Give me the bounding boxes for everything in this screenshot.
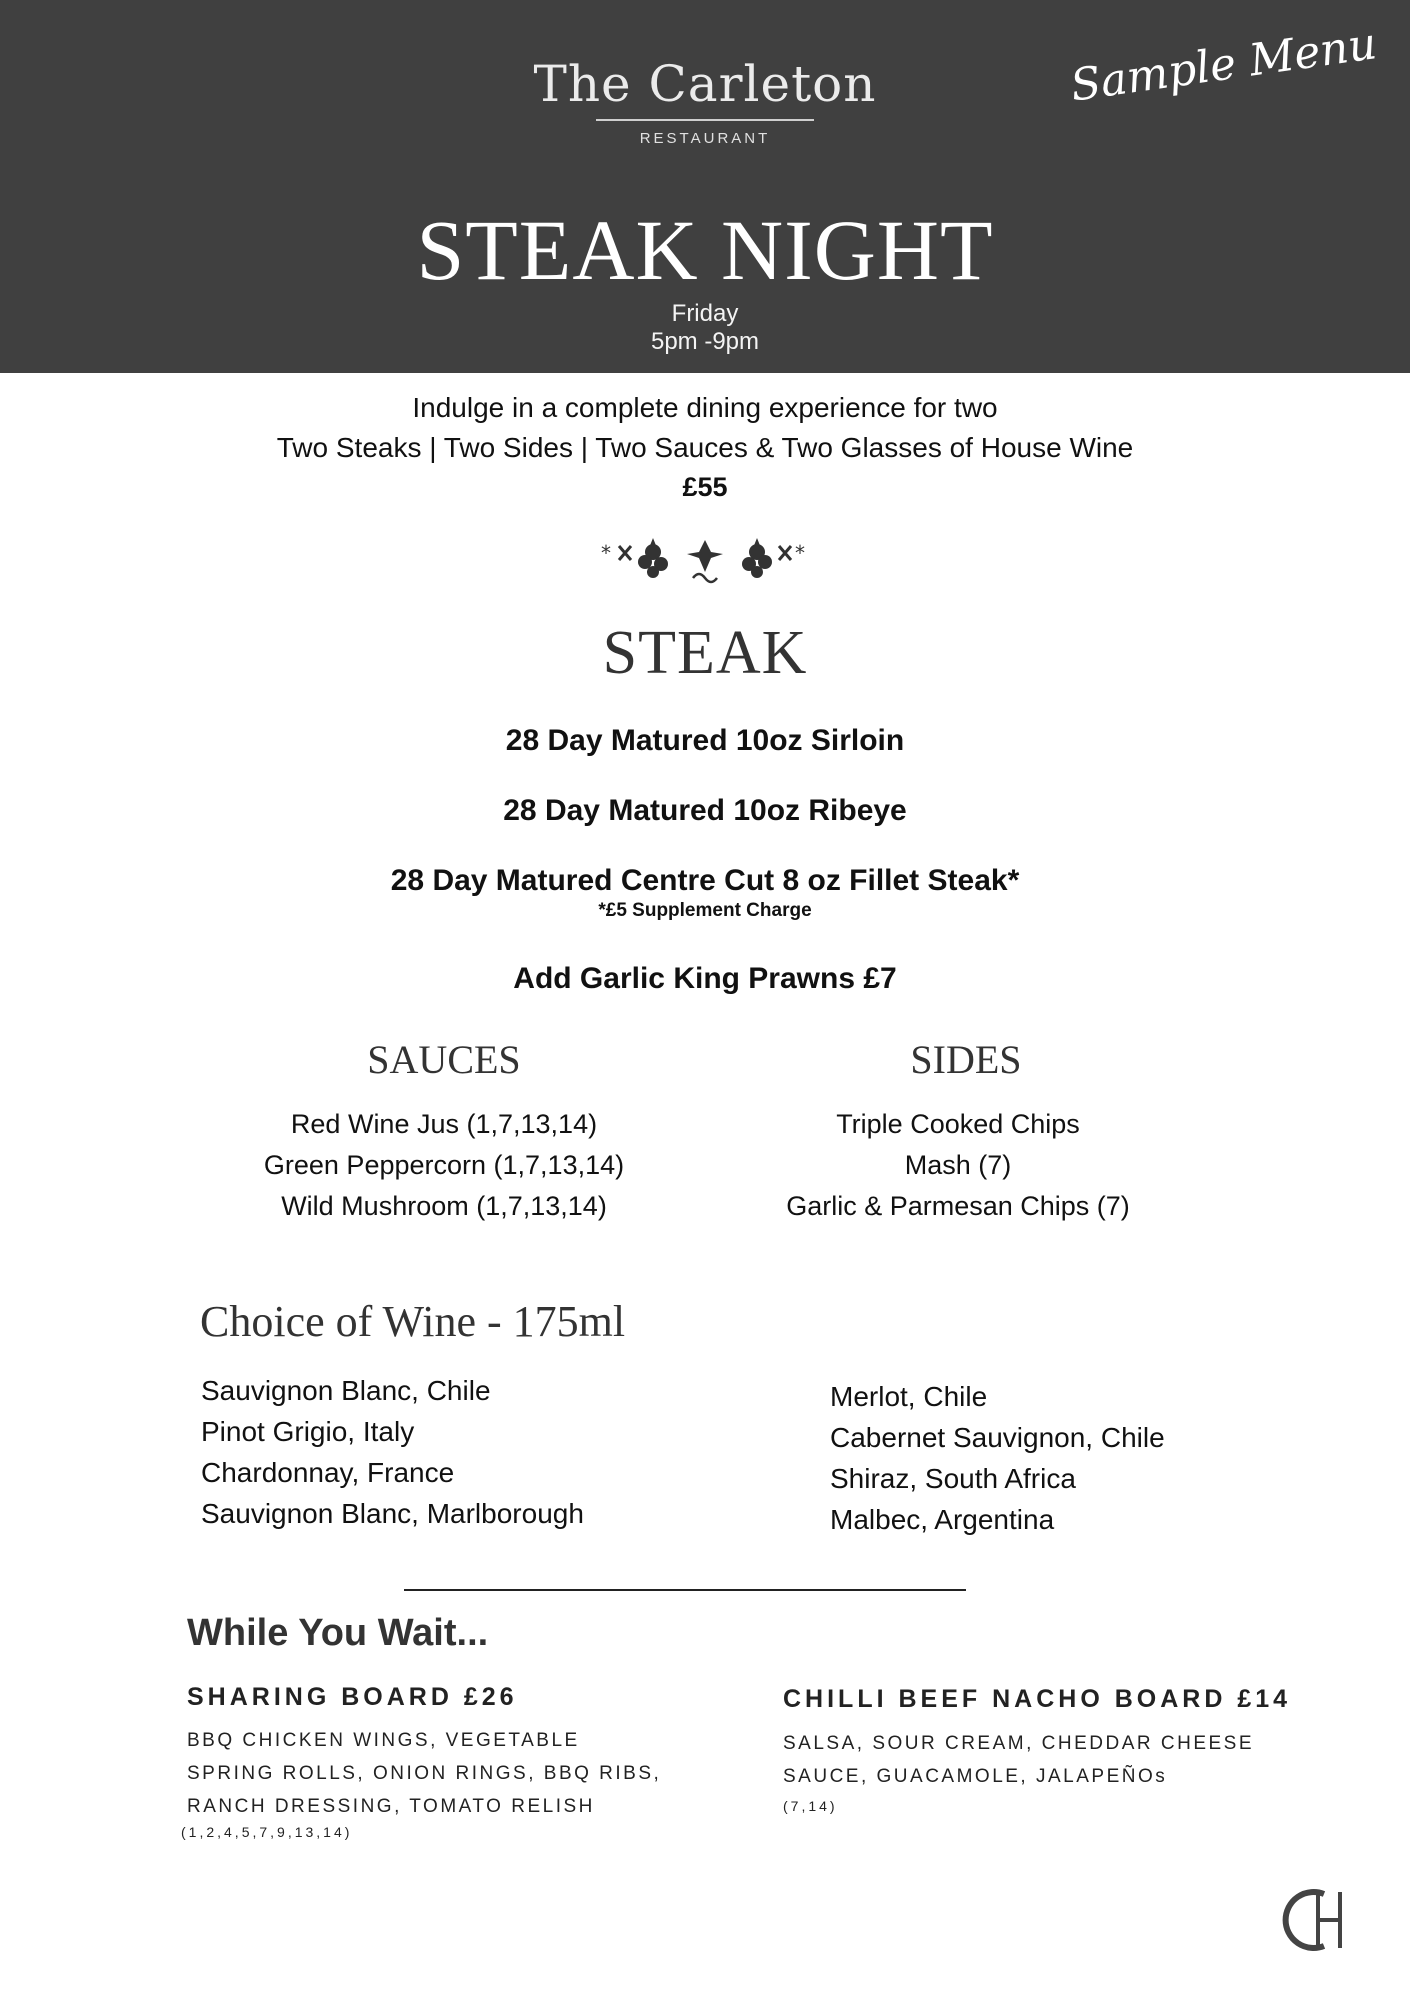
list-item: Cabernet Sauvignon, Chile	[830, 1422, 1165, 1453]
svg-text:*: *	[795, 541, 805, 565]
sharing-board-allergens: (1,2,4,5,7,9,13,14)	[181, 1824, 353, 1840]
sauces-heading: SAUCES	[367, 1037, 521, 1082]
floral-ornament-icon	[601, 530, 809, 586]
restaurant-label: RESTAURANT	[639, 130, 771, 147]
event-time: 5pm -9pm	[650, 328, 760, 355]
list-item: Shiraz, South Africa	[830, 1463, 1076, 1494]
description-line: RANCH DRESSING, TOMATO RELISH	[187, 1796, 595, 1817]
offer-price: £55	[682, 472, 728, 502]
description-line: SAUCE, GUACAMOLE, JALAPEÑOs	[783, 1766, 1168, 1787]
list-item: Red Wine Jus (1,7,13,14)	[290, 1109, 598, 1139]
list-item: Merlot, Chile	[830, 1381, 988, 1412]
steak-item-ribeye: 28 Day Matured 10oz Ribeye	[503, 794, 907, 827]
nacho-board-title: CHILLI BEEF NACHO BOARD £14	[783, 1685, 1292, 1713]
intro-line: Indulge in a complete dining experience for two	[412, 392, 998, 423]
steak-item-sirloin: 28 Day Matured 10oz Sirloin	[505, 724, 905, 757]
wine-list-right	[830, 1376, 1165, 1540]
sauces-list	[194, 1104, 694, 1227]
ch-monogram-icon	[1278, 1880, 1358, 1960]
list-item: Green Peppercorn (1,7,13,14)	[263, 1150, 625, 1180]
description-line: SPRING ROLLS, ONION RINGS, BBQ RIBS,	[187, 1763, 662, 1784]
sides-list	[708, 1104, 1208, 1227]
section-divider	[404, 1589, 966, 1591]
list-item: Sauvignon Blanc, Marlborough	[201, 1498, 584, 1529]
sharing-board-title: SHARING BOARD £26	[187, 1683, 518, 1711]
event-title: STEAK NIGHT	[416, 202, 994, 298]
list-item: Wild Mushroom (1,7,13,14)	[281, 1191, 607, 1221]
header-banner	[0, 0, 1410, 373]
list-item: Pinot Grigio, Italy	[201, 1416, 415, 1447]
list-item: Garlic & Parmesan Chips (7)	[786, 1191, 1130, 1221]
list-item: Triple Cooked Chips	[836, 1109, 1080, 1139]
sharing-board-description	[187, 1724, 661, 1823]
intro-offer-line: Two Steaks | Two Sides | Two Sauces & Two Glasses of House Wine	[276, 432, 1134, 463]
steak-item-fillet: 28 Day Matured Centre Cut 8 oz Fillet Steak*	[390, 864, 1020, 897]
while-you-wait-heading: While You Wait...	[187, 1612, 489, 1654]
list-item: Mash (7)	[904, 1150, 1012, 1180]
wine-heading: Choice of Wine - 175ml	[200, 1297, 626, 1346]
brand-divider	[596, 119, 814, 121]
nacho-board-description	[783, 1727, 1254, 1793]
event-day: Friday	[671, 300, 739, 327]
description-line: SALSA, SOUR CREAM, CHEDDAR CHEESE	[783, 1733, 1255, 1754]
sample-menu-script: Sample Menu	[1067, 18, 1380, 112]
description-line: BBQ CHICKEN WINGS, VEGETABLE	[187, 1730, 580, 1751]
wine-list-left	[201, 1370, 584, 1534]
steak-heading: STEAK	[602, 619, 808, 687]
prawn-addon: Add Garlic King Prawns £7	[513, 962, 897, 995]
sides-heading: SIDES	[910, 1037, 1022, 1082]
restaurant-name: The Carleton	[533, 55, 877, 113]
nacho-board-allergens: (7,14)	[783, 1798, 838, 1814]
list-item: Malbec, Argentina	[830, 1504, 1055, 1535]
list-item: Sauvignon Blanc, Chile	[201, 1375, 491, 1406]
supplement-note: *£5 Supplement Charge	[598, 900, 812, 921]
svg-text:*: *	[601, 541, 611, 565]
list-item: Chardonnay, France	[201, 1457, 455, 1488]
